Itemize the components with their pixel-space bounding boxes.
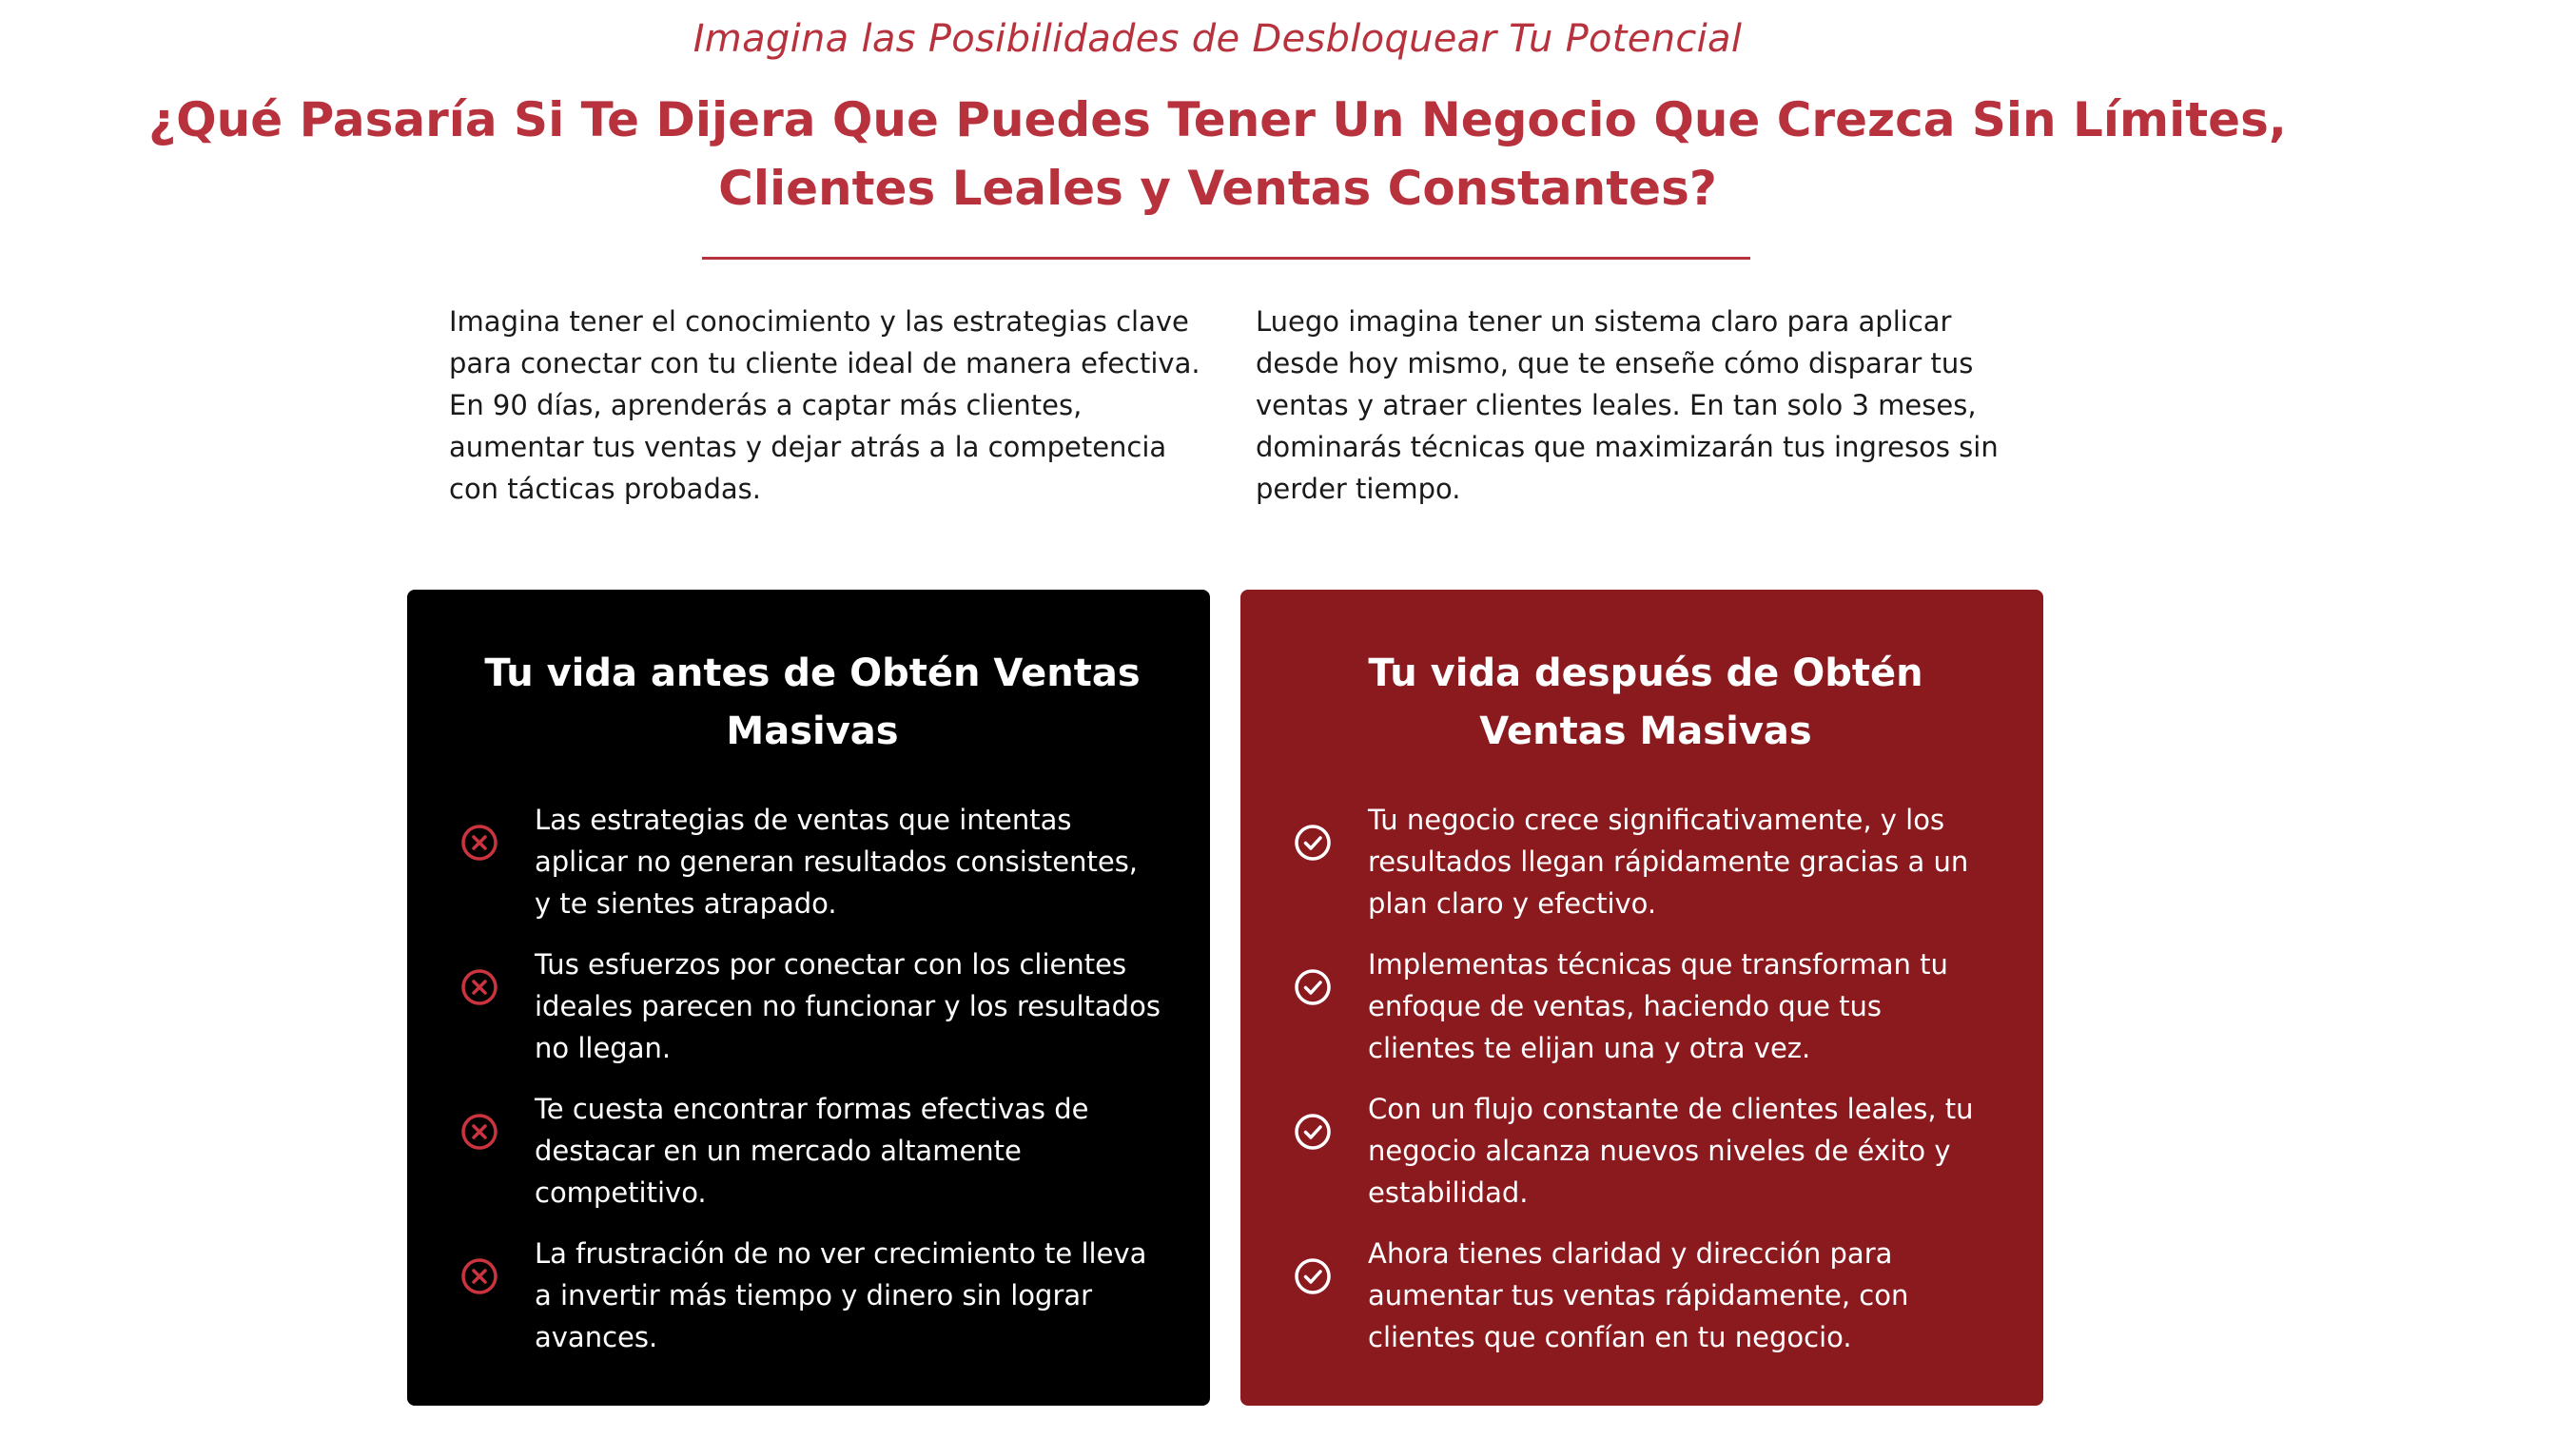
before-list-item — [460, 943, 1164, 1069]
after-card — [1240, 590, 2043, 1406]
after-list-item — [1294, 1088, 1998, 1214]
before-item-text: La frustración de no ver crecimiento te lleva a invertir más tiempo y dinero sin lograr avances. — [535, 1237, 1147, 1353]
section-kicker: Imagina las Posibilidades de Desbloquear Tu Potencial — [693, 17, 1743, 61]
after-item-text: Tu negocio crece significativamente, y los resultados llegan rápidamente gracias a un plan claro y efectivo. — [1368, 804, 1969, 920]
x-circle-icon — [460, 1257, 498, 1295]
before-item-text: Te cuesta encontrar formas efectivas de destacar en un mercado altamente competitivo. — [535, 1093, 1089, 1209]
before-list-item — [460, 1088, 1164, 1214]
check-circle-icon — [1294, 1113, 1332, 1151]
after-item-text: Con un flujo constante de clientes leales, tu negocio alcanza nuevos niveles de éxito y estabilidad. — [1368, 1093, 1974, 1209]
section-headline: ¿Qué Pasaría Si Te Dijera Que Puedes Tener Un Negocio Que Crezca Sin Límites, Clientes Leales y Ventas Constantes? — [148, 92, 2287, 216]
before-list — [460, 799, 1164, 1358]
x-circle-icon — [460, 968, 498, 1006]
before-card — [407, 590, 1210, 1406]
before-item-text: Tus esfuerzos por conectar con los clientes ideales parecen no funcionar y los resultados no llegan. — [535, 948, 1161, 1064]
after-list-item — [1294, 799, 1998, 924]
before-item-text: Las estrategias de ventas que intentas aplicar no generan resultados consistentes, y te sientes atrapado. — [535, 804, 1139, 920]
before-card-title: Tu vida antes de Obtén Ventas Masivas — [484, 651, 1141, 753]
after-list-item — [1294, 1233, 1998, 1358]
before-list-item — [460, 799, 1164, 924]
x-circle-icon — [460, 824, 498, 862]
intro-paragraph-right: Luego imagina tener un sistema claro para aplicar desde hoy mismo, que te enseñe cómo disparar tus ventas y atraer clientes leales. En tan solo 3 meses, dominarás técnicas que maximizarán tus ingresos sin perder tiempo. — [1256, 305, 1999, 505]
check-circle-icon — [1294, 824, 1332, 862]
check-circle-icon — [1294, 968, 1332, 1006]
before-list-item — [460, 1233, 1164, 1358]
after-list — [1294, 799, 1998, 1358]
after-item-text: Implementas técnicas que transforman tu enfoque de ventas, haciendo que tus clientes te elijan una y otra vez. — [1368, 948, 1948, 1064]
x-circle-icon — [460, 1113, 498, 1151]
headline-divider — [702, 257, 1750, 260]
intro-paragraph-left: Imagina tener el conocimiento y las estrategias clave para conectar con tu cliente ideal de manera efectiva. En 90 días, aprenderás a captar más clientes, aumentar tus ventas y dejar atrás a la competencia con tácticas probadas. — [449, 305, 1200, 505]
check-circle-icon — [1294, 1257, 1332, 1295]
after-card-title: Tu vida después de Obtén Ventas Masivas — [1368, 651, 1923, 753]
after-list-item — [1294, 943, 1998, 1069]
after-item-text: Ahora tienes claridad y dirección para aumentar tus ventas rápidamente, con clientes que confían en tu negocio. — [1368, 1237, 1909, 1353]
